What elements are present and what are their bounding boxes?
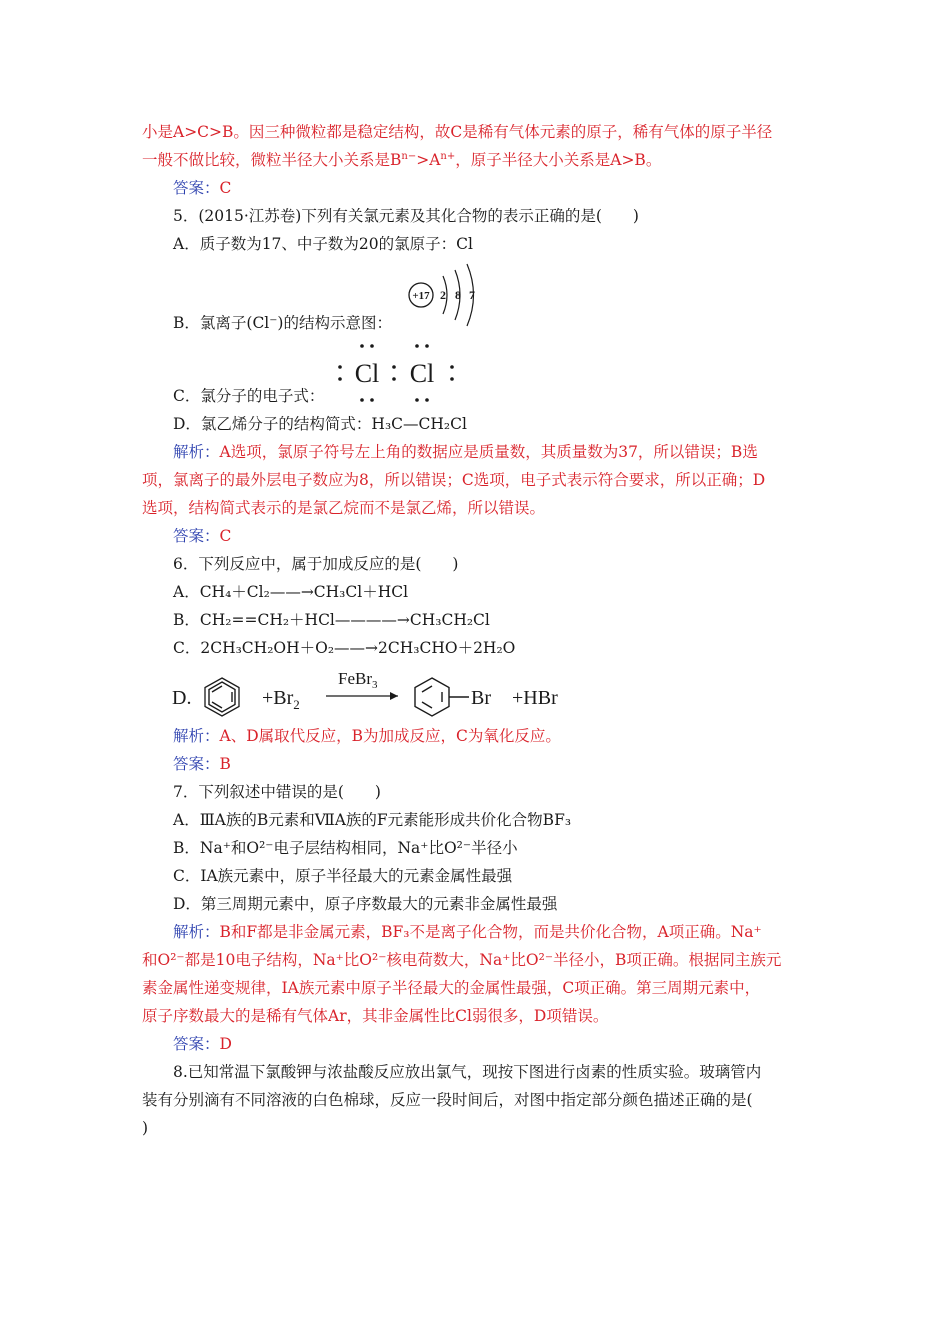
benzene-ring-reactant <box>205 678 239 716</box>
q4-explanation-line1: 小是A>C>B。因三种微粒都是稳定结构，故C是稀有气体元素的原子，稀有气体的原子半径 <box>142 123 773 141</box>
q7-explanation-line3: 素金属性递变规律，ⅠA族元素中原子半径最大的金属性最强，C项正确。第三周期元素中， <box>142 979 761 997</box>
q6-stem: 6．下列反应中，属于加成反应的是( ) <box>173 555 459 573</box>
q6-answer: 答案：B <box>173 755 231 773</box>
q4-answer: 答案：C <box>173 179 232 197</box>
q5-option-c: C．氯分子的电子式： <box>173 387 325 405</box>
q6-option-b: B．CH₂==CH₂＋HCl————→CH₃CH₂Cl <box>173 611 490 629</box>
bromine-substituent: Br <box>471 687 491 709</box>
chlorine-ion-structure-diagram <box>405 262 485 328</box>
q5-explanation-line1: 解析：A选项，氯原子符号左上角的数据应是质量数，其质量数为37，所以错误；B选 <box>173 443 758 461</box>
chlorine-atom-1: Cl <box>354 359 380 388</box>
q4-explanation-line2: 一般不做比较，微粒半径大小关系是$B^{n-}>A^{n+}$，原子半径大小关系是A>B。 <box>142 150 662 169</box>
benzene-ring-product <box>415 678 469 716</box>
q5-option-b: B．氯离子(Cl⁻)的结构示意图： <box>173 314 392 332</box>
q7-option-b: B．Na⁺和O²⁻电子层结构相同，Na⁺比O²⁻半径小 <box>173 839 518 857</box>
option-d-label: D. <box>172 687 192 709</box>
q7-option-d: D．第三周期元素中，原子序数最大的元素非金属性最强 <box>173 895 558 913</box>
q5-option-a: A．质子数为17、中子数为20的氯原子：Cl <box>173 235 473 253</box>
q6-option-a: A．CH₄＋Cl₂——→CH₃Cl＋HCl <box>173 583 409 601</box>
q8-stem-line1: 8.已知常温下氯酸钾与浓盐酸反应放出氯气，现按下图进行卤素的性质实验。玻璃管内 <box>173 1063 762 1081</box>
q6-explanation: 解析：A、D属取代反应，B为加成反应，C为氧化反应。 <box>173 727 561 745</box>
q8-stem-line2: 装有分别滴有不同溶液的白色棉球，反应一段时间后，对图中指定部分颜色描述正确的是( <box>142 1091 753 1109</box>
bromine-reactant: $+Br_2$ <box>262 687 300 712</box>
q7-explanation-line1: 解析：B和F都是非金属元素，BF₃不是离子化合物，而是共价化合物，A项正确。Na⁺ <box>173 923 762 941</box>
q7-explanation-line4: 原子序数最大的是稀有气体Ar，其非金属性比Cl弱很多，D项错误。 <box>142 1007 609 1025</box>
q5-option-d: D．氯乙烯分子的结构简式：H₃C—CH₂Cl <box>173 415 467 433</box>
chlorine-atom-2: Cl <box>409 359 435 388</box>
q7-answer: 答案：D <box>173 1035 232 1053</box>
nucleus-charge: +17 <box>412 290 430 302</box>
q7-stem: 7．下列叙述中错误的是( ) <box>173 783 381 801</box>
q5-explanation-line3: 选项，结构简式表示的是氯乙烷而不是氯乙烯，所以错误。 <box>142 499 546 517</box>
q6-option-d-reaction <box>172 662 602 722</box>
q5-answer: 答案：C <box>173 527 232 545</box>
q7-explanation-line2: 和O²⁻都是10电子结构，Na⁺比O²⁻核电荷数大，Na⁺比O²⁻半径小，B项正确。根据同主族元 <box>142 951 782 969</box>
q5-stem: 5．(2015·江苏卷)下列有关氯元素及其化合物的表示正确的是( ) <box>173 207 639 225</box>
shell-3-count: 7 <box>469 288 475 302</box>
chlorine-electron-formula <box>330 340 465 406</box>
q5-explanation-line2: 项，氯离子的最外层电子数应为8，所以错误；C选项，电子式表示符合要求，所以正确；D <box>142 471 766 489</box>
q8-stem-line3: ) <box>142 1119 149 1137</box>
catalyst-label: FeBr$_3$ <box>338 669 378 691</box>
hydrogen-bromide-product: +HBr <box>512 687 558 709</box>
q6-option-c: C．2CH₃CH₂OH＋O₂——→2CH₃CHO＋2H₂O <box>173 639 516 657</box>
q7-option-c: C．ⅠA族元素中，原子半径最大的元素金属性最强 <box>173 867 513 885</box>
shell-1-count: 2 <box>440 288 446 302</box>
shell-2-count: 8 <box>455 288 461 302</box>
q7-option-a: A．ⅢA族的B元素和ⅦA族的F元素能形成共价化合物BF₃ <box>173 811 572 829</box>
